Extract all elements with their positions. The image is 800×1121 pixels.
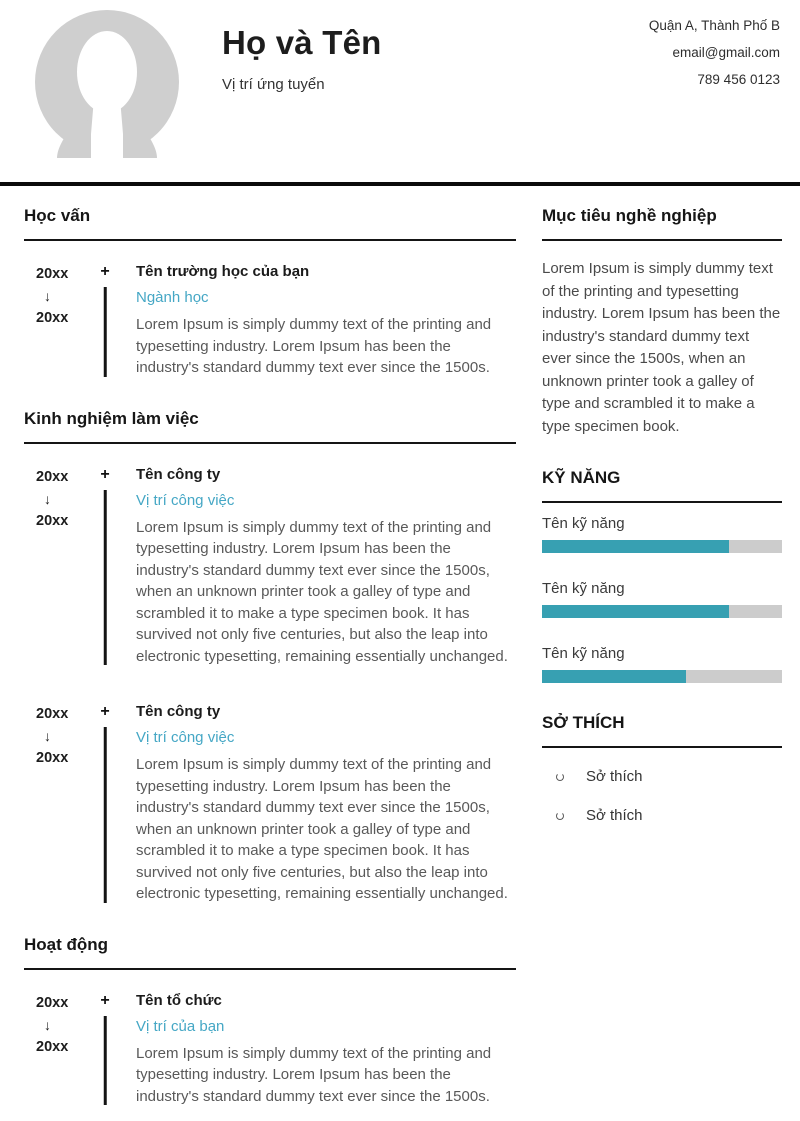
major-name: Ngành học	[136, 289, 209, 306]
entry-dates	[24, 703, 96, 905]
company-name: Tên công ty	[136, 465, 221, 483]
plus-marker-icon: +	[100, 465, 110, 483]
section-heading-objective: Mục tiêu nghề nghiệp	[542, 206, 782, 241]
date-end: 20xx	[36, 512, 69, 529]
entry-content	[136, 992, 516, 1108]
timeline-line	[104, 490, 107, 666]
hobby-list	[542, 748, 782, 824]
date-end: 20xx	[36, 310, 69, 326]
applied-position: Vị trí ứng tuyển	[222, 76, 325, 93]
organization-name: Tên tổ chức	[136, 991, 222, 1009]
hobby-item	[542, 768, 782, 785]
entry-timeline	[96, 263, 114, 379]
skill-bar-fill	[542, 540, 729, 553]
skill-name: Tên kỹ năng	[542, 645, 625, 662]
arrow-down-icon: ↓	[44, 728, 51, 744]
arrow-down-icon: ↓	[44, 288, 51, 304]
skill-name: Tên kỹ năng	[542, 515, 625, 532]
plus-marker-icon: +	[100, 263, 110, 280]
section-skills	[542, 468, 782, 683]
contact-location: Quận A, Thành Phố B	[648, 18, 780, 33]
left-column	[24, 206, 516, 1121]
date-start: 20xx	[36, 706, 69, 722]
plus-marker-icon: +	[100, 703, 110, 720]
entry-dates	[24, 466, 96, 668]
skill-bar-fill	[542, 605, 729, 618]
entry-content	[136, 703, 516, 905]
person-silhouette-icon	[28, 8, 186, 158]
skill-bar	[542, 670, 782, 683]
entry-description: Lorem Ipsum is simply dummy text of the printing and typesetting industry. Lorem Ipsum has been the industry's standard dummy text ever since the 1500s.	[136, 316, 492, 376]
skill-item	[542, 645, 782, 683]
header	[0, 0, 800, 182]
activity-entry	[24, 992, 516, 1108]
timeline-line	[104, 1016, 107, 1106]
date-start: 20xx	[36, 266, 69, 282]
section-heading-education: Học vấn	[24, 206, 516, 241]
full-name: Họ và Tên	[222, 24, 382, 61]
section-heading-activities: Hoạt động	[24, 935, 516, 970]
arrow-down-icon: ↓	[44, 1016, 51, 1033]
section-hobbies	[542, 713, 782, 824]
experience-entry	[24, 703, 516, 905]
hobby-name: Sở thích	[586, 807, 643, 824]
main-content	[0, 186, 800, 1121]
job-position: Vị trí công việc	[136, 729, 235, 746]
identity-block	[222, 24, 649, 93]
arrow-down-icon: ↓	[44, 490, 51, 507]
job-position: Vị trí công việc	[136, 491, 235, 509]
entry-dates	[24, 263, 96, 379]
section-experience	[24, 409, 516, 905]
contact-email[interactable]: email@gmail.com	[672, 45, 780, 60]
skill-item	[542, 515, 782, 553]
avatar	[28, 8, 186, 158]
contact-phone: 789 456 0123	[697, 72, 780, 87]
date-end: 20xx	[36, 1038, 69, 1055]
section-activities	[24, 935, 516, 1108]
entry-description: Lorem Ipsum is simply dummy text of the printing and typesetting industry. Lorem Ipsum has been the industry's standard dummy text ever since the 1500s, when an unknown printer took a galley of type and scrambled it to make a type specimen book. It has survived not only five centuries, but also the leap into electronic typesetting, remaining essentially unchanged.	[136, 518, 508, 665]
timeline-line	[104, 727, 107, 903]
contact-block	[649, 12, 780, 93]
school-name: Tên trường học của bạn	[136, 263, 310, 280]
skill-bar	[542, 540, 782, 553]
timeline-line	[104, 287, 107, 377]
objective-text: Lorem Ipsum is simply dummy text of the printing and typesetting industry. Lorem Ipsum has been the industry's standard dummy text ever since the 1500s, when an unknown printer took a galley of type and scrambled it to make a type specimen book.	[542, 260, 781, 435]
skill-name: Tên kỹ năng	[542, 580, 625, 597]
skills-list	[542, 503, 782, 683]
section-education	[24, 206, 516, 379]
skill-bar	[542, 605, 782, 618]
entry-description: Lorem Ipsum is simply dummy text of the printing and typesetting industry. Lorem Ipsum has been the industry's standard dummy text ever since the 1500s.	[136, 1044, 492, 1105]
experience-entry	[24, 466, 516, 668]
date-start: 20xx	[36, 468, 69, 485]
hobby-item	[542, 807, 782, 824]
right-column	[542, 206, 782, 1121]
entry-content	[136, 263, 516, 379]
skill-bar-fill	[542, 670, 686, 683]
role-name: Vị trí của bạn	[136, 1017, 225, 1035]
date-start: 20xx	[36, 994, 69, 1011]
section-objective	[542, 206, 782, 438]
section-heading-hobbies: SỞ THÍCH	[542, 713, 782, 748]
date-end: 20xx	[36, 750, 69, 766]
circle-bullet-icon	[556, 812, 564, 820]
entry-timeline	[96, 466, 114, 668]
company-name: Tên công ty	[136, 703, 221, 720]
plus-marker-icon: +	[100, 991, 110, 1009]
entry-description: Lorem Ipsum is simply dummy text of the printing and typesetting industry. Lorem Ipsum has been the industry's standard dummy text ever since the 1500s, when an unknown printer took a galley of type and scrambled it to make a type specimen book. It has survived not only five centuries, but also the leap into electronic typesetting, remaining essentially unchanged.	[136, 756, 508, 902]
education-entry	[24, 263, 516, 379]
skill-item	[542, 580, 782, 618]
entry-dates	[24, 992, 96, 1108]
entry-timeline	[96, 703, 114, 905]
entry-timeline	[96, 992, 114, 1108]
entry-content	[136, 466, 516, 668]
circle-bullet-icon	[556, 773, 564, 781]
hobby-name: Sở thích	[586, 768, 643, 785]
section-heading-experience: Kinh nghiệm làm việc	[24, 409, 516, 444]
section-heading-skills: KỸ NĂNG	[542, 468, 782, 503]
